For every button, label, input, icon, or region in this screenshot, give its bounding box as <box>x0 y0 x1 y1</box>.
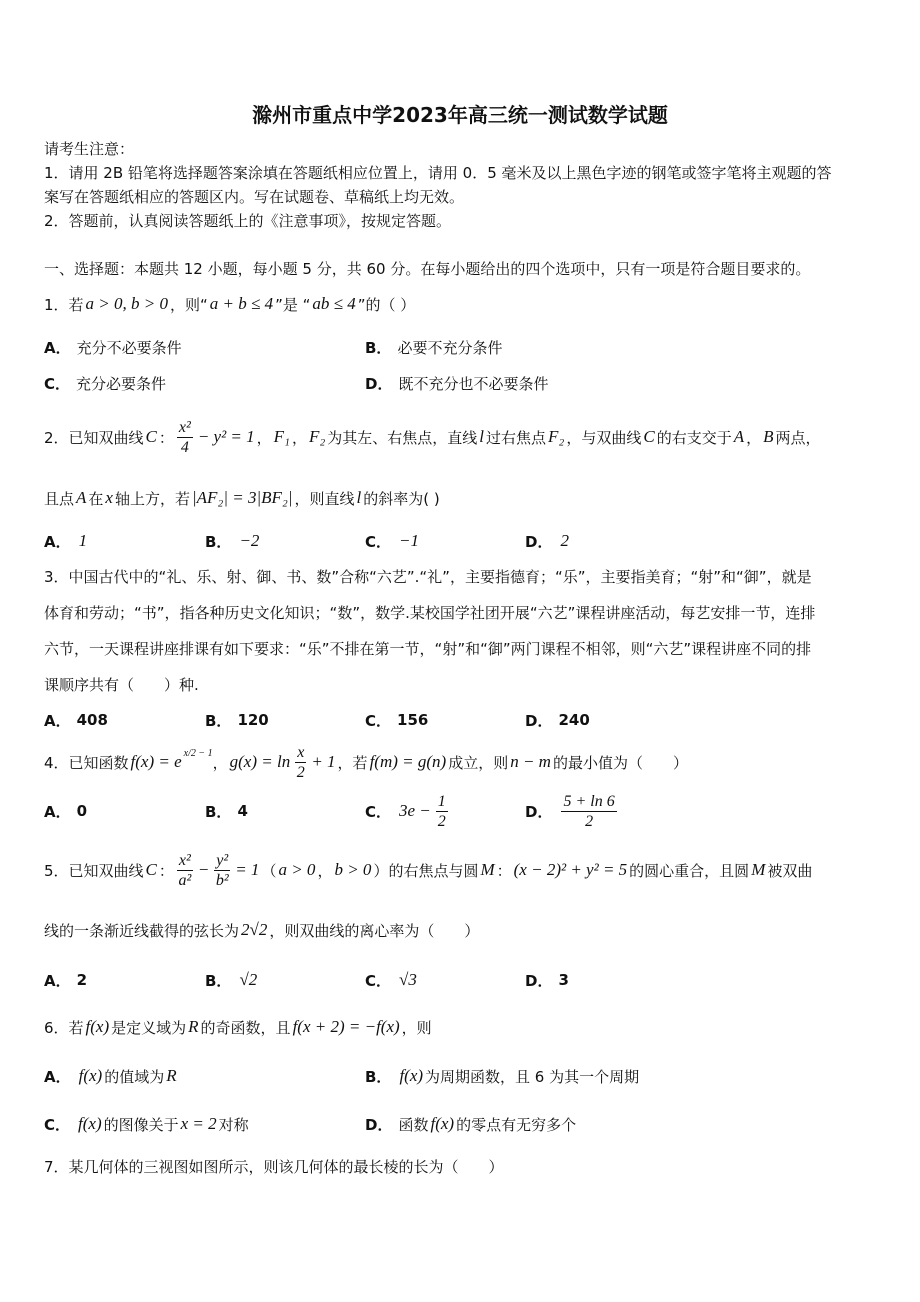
text-segment: ， <box>212 753 228 772</box>
math-expression: 2√2 <box>241 920 268 939</box>
text-segment: 被双曲 <box>767 861 813 880</box>
text-segment: 过右焦点 <box>486 428 547 447</box>
option-label: B． <box>205 711 232 730</box>
option-label: B． <box>205 971 232 990</box>
question-1-option-d <box>365 368 548 398</box>
text-segment: 为其左、右焦点，直线 <box>327 428 478 447</box>
answer-value: 408 <box>76 711 108 729</box>
question-5-option-c <box>365 965 419 995</box>
option-label: A． <box>44 971 71 990</box>
text-segment: 对称 <box>218 1115 249 1134</box>
question-4-option-b <box>205 796 248 826</box>
option-label: B． <box>205 802 232 821</box>
option-label: C． <box>365 802 392 821</box>
question-2-line <box>44 483 440 513</box>
math-expression: − y² = 1 <box>197 427 255 446</box>
math-expression: a + b ≤ 4 <box>209 294 274 313</box>
option-label: B． <box>365 338 392 357</box>
text-segment: 必要不充分条件 <box>397 338 503 357</box>
math-expression: f(x) = e <box>130 752 182 771</box>
question-6-option-c <box>44 1109 249 1139</box>
text-segment: 7．某几何体的三视图如图所示，则该几何体的最长棱的长为（ ） <box>44 1157 504 1176</box>
option-label: A． <box>44 338 71 357</box>
question-1-option-a <box>44 332 182 362</box>
math-fraction <box>436 792 448 831</box>
math-expression: 2 <box>560 531 569 550</box>
answer-value: 240 <box>558 711 590 729</box>
text-segment: 的圆心重合，且圆 <box>629 861 750 880</box>
text-segment: 的零点有无穷多个 <box>456 1115 577 1134</box>
math-expression: f(x) <box>85 1017 110 1036</box>
text-segment: 的图像关于 <box>103 1115 179 1134</box>
text-segment: ，与双曲线 <box>566 428 642 447</box>
math-fraction <box>295 743 306 782</box>
math-expression: R <box>166 1066 177 1085</box>
fraction-denominator: 2 <box>585 812 594 830</box>
notice-item <box>44 205 451 235</box>
fraction-denominator: 2 <box>437 812 446 830</box>
answer-value: 156 <box>397 711 429 729</box>
math-expression: + 1 <box>311 752 336 771</box>
text-segment: 且点 <box>44 489 75 508</box>
math-fraction <box>561 792 616 831</box>
text-segment: 轴上方，若 <box>114 489 190 508</box>
text-segment: 的斜率为( ) <box>363 489 440 508</box>
text-segment: 两点， <box>775 428 821 447</box>
option-label: D． <box>525 802 553 821</box>
question-3-line <box>44 633 811 663</box>
option-label: C． <box>44 1115 71 1134</box>
text-segment: 5．已知双曲线 <box>44 861 144 880</box>
option-label: D． <box>365 374 393 393</box>
question-5-option-a <box>44 965 87 995</box>
section-heading <box>44 253 810 283</box>
math-expression: f(m) = g(n) <box>369 752 447 771</box>
text-segment: ，若 <box>337 753 368 772</box>
option-label: A． <box>44 532 71 551</box>
question-5-line <box>44 915 479 945</box>
answer-value: 0 <box>76 802 88 820</box>
option-label: D． <box>525 711 553 730</box>
question-3-option-a <box>44 705 108 735</box>
math-expression: l <box>479 427 485 446</box>
math-expression: A <box>76 488 87 507</box>
text-segment: （ <box>261 861 277 880</box>
question-4-option-c <box>365 792 451 830</box>
fraction-numerator: y² <box>216 851 229 869</box>
text-segment: 充分必要条件 <box>76 374 167 393</box>
answer-value: 120 <box>237 711 269 729</box>
question-4-option-a <box>44 796 87 826</box>
text-segment: 为周期函数，且 6 为其一个周期 <box>425 1067 640 1086</box>
question-6-option-b <box>365 1061 639 1091</box>
text-segment: ）的右焦点与圆 <box>373 861 479 880</box>
exam-title: 滁州市重点中学2023年高三统一测试数学试题 <box>252 103 668 127</box>
math-expression: b > 0 <box>334 860 372 879</box>
math-expression: f(x) <box>78 1114 102 1133</box>
math-expression: √2 <box>239 970 258 989</box>
section-text: 一、选择题：本题共 12 小题，每小题 5 分，共 60 分。在每小题给出的四个选项中，只有一项是符合题目要求的。 <box>44 259 811 278</box>
text-segment: ， <box>256 428 272 447</box>
text-segment: ， <box>291 428 307 447</box>
question-2-option-d <box>525 526 571 556</box>
question-1-option-c <box>44 368 166 398</box>
fraction-denominator: 4 <box>180 438 189 456</box>
question-7-line <box>44 1151 504 1181</box>
text-segment: 体育和劳动；“书”，指各种历史文化知识；“数”，数学.某校国学社团开展“六艺”课程讲座活动，每艺安排一节，连排 <box>44 603 816 622</box>
notice-text: 请考生注意： <box>44 139 135 158</box>
text-segment: 的奇函数，且 <box>200 1018 291 1037</box>
option-label: D． <box>525 971 553 990</box>
fraction-numerator: x <box>297 743 305 761</box>
math-expression: f(x) <box>78 1066 103 1085</box>
question-3-line <box>44 669 199 699</box>
math-expression: F₂ <box>308 427 326 446</box>
answer-value: 2 <box>76 971 88 989</box>
text-segment: 函数 <box>398 1115 429 1134</box>
question-3-line <box>44 561 812 591</box>
math-expression: a > 0, b > 0 <box>85 294 168 313</box>
text-segment: 3．中国古代中的“礼、乐、射、御、书、数”合称“六艺”.“礼”，主要指德育；“乐”，主要指美育；“射”和“御”，就是 <box>44 567 812 586</box>
text-segment: 2．已知双曲线 <box>44 428 144 447</box>
question-4-option-d <box>525 792 620 830</box>
math-expression: C <box>643 427 655 446</box>
math-expression: F₁ <box>273 427 290 446</box>
option-label: C． <box>365 532 392 551</box>
option-label: A． <box>44 1067 71 1086</box>
math-expression: A <box>733 427 745 446</box>
question-3-option-b <box>205 705 269 735</box>
math-expression: M <box>480 860 495 879</box>
question-6-option-d <box>365 1109 576 1139</box>
math-fraction <box>177 418 193 457</box>
answer-value: 3 <box>558 971 569 989</box>
question-2-option-c <box>365 526 421 556</box>
math-expression: − <box>197 860 210 879</box>
math-expression: |AF₂| = 3|BF₂| <box>191 488 293 507</box>
text-segment: 4．已知函数 <box>44 753 129 772</box>
math-expression: M <box>751 860 766 879</box>
text-segment: ： <box>496 861 512 880</box>
text-segment: 的右支交于 <box>656 428 732 447</box>
text-segment: ，则 <box>401 1018 432 1037</box>
text-segment: 课顺序共有（ ）种. <box>44 675 199 694</box>
notice-text: 案写在答题纸相应的答题区内。写在试题卷、草稿纸上均无效。 <box>44 187 465 206</box>
math-fraction <box>214 851 230 890</box>
option-label: D． <box>525 532 553 551</box>
answer-value: 4 <box>237 802 248 820</box>
option-label: B． <box>365 1067 392 1086</box>
math-expression: ab ≤ 4 <box>312 294 356 313</box>
math-expression: −2 <box>239 531 260 550</box>
question-3-option-c <box>365 705 428 735</box>
notice-text: 1．请用 2B 铅笔将选择题答案涂填在答题纸相应位置上，请用 0．5 毫米及以上黑色字迹的钢笔或签字笔将主观题的答 <box>44 163 832 182</box>
fraction-denominator: 2 <box>296 763 305 781</box>
math-expression: B <box>763 427 774 446</box>
question-5-option-d <box>525 965 569 995</box>
math-expression: x <box>105 488 113 507</box>
option-label: B． <box>205 532 232 551</box>
math-fraction <box>177 851 193 890</box>
math-expression: (x − 2)² + y² = 5 <box>513 860 628 879</box>
text-segment: 6．若 <box>44 1018 84 1037</box>
question-5-line <box>44 851 813 889</box>
text-segment: 的值域为 <box>104 1067 165 1086</box>
math-expression: C <box>145 427 157 446</box>
text-segment: ， <box>746 428 762 447</box>
math-expression: √3 <box>399 970 417 989</box>
text-segment: 充分不必要条件 <box>76 338 182 357</box>
option-label: C． <box>365 711 392 730</box>
question-3-line <box>44 597 815 627</box>
question-2-option-a <box>44 526 89 556</box>
text-segment: 成立，则 <box>448 753 509 772</box>
question-1-option-b <box>365 332 502 362</box>
question-5-option-b <box>205 965 259 995</box>
notice-text: 2．答题前，认真阅读答题纸上的《注意事项》，按规定答题。 <box>44 211 452 230</box>
math-expression: f(x + 2) = −f(x) <box>292 1017 400 1036</box>
option-label: C． <box>365 971 392 990</box>
fraction-numerator: 1 <box>437 792 446 810</box>
text-segment: ”的（ ） <box>357 295 416 314</box>
option-label: A． <box>44 711 71 730</box>
math-expression: x = 2 <box>180 1114 217 1133</box>
math-expression: l <box>356 488 362 507</box>
math-expression: f(x) <box>399 1066 424 1085</box>
text-segment: 六节，一天课程讲座排课有如下要求：“乐”不排在第一节，“射”和“御”两门课程不相邻，则“六艺”课程讲座不同的排 <box>44 639 812 658</box>
fraction-denominator: b² <box>215 871 229 889</box>
fraction-numerator: x² <box>178 851 191 869</box>
math-expression: g(x) = ln <box>229 752 291 771</box>
text-segment: 在 <box>88 489 104 508</box>
text-segment: ”是 “ <box>275 295 311 314</box>
text-segment: ，则直线 <box>294 489 355 508</box>
option-label: C． <box>44 374 71 393</box>
text-segment: ： <box>158 428 174 447</box>
question-6-option-a <box>44 1061 179 1091</box>
text-segment: ，则双曲线的离心率为（ ） <box>269 921 480 940</box>
math-expression: F₂ <box>548 427 565 446</box>
text-segment: 1．若 <box>44 295 84 314</box>
math-expression: a > 0 <box>278 860 316 879</box>
math-expression: f(x) <box>430 1114 455 1133</box>
fraction-numerator: 5 + ln 6 <box>563 792 615 810</box>
question-2-option-b <box>205 526 261 556</box>
question-2-line <box>44 418 821 456</box>
text-segment: 的最小值为（ ） <box>552 753 688 772</box>
option-label: D． <box>365 1115 393 1134</box>
question-1-line <box>44 289 415 319</box>
fraction-denominator: a² <box>178 871 192 889</box>
math-expression: −1 <box>399 531 419 550</box>
question-3-option-d <box>525 705 590 735</box>
option-label: A． <box>44 802 71 821</box>
math-expression: = 1 <box>235 860 260 879</box>
question-6-line <box>44 1012 432 1042</box>
math-expression: n − m <box>510 752 551 771</box>
text-segment: 既不充分也不必要条件 <box>398 374 549 393</box>
text-segment: 是定义域为 <box>111 1018 187 1037</box>
text-segment: 线的一条渐近线截得的弦长为 <box>44 921 240 940</box>
text-segment: ， <box>317 861 333 880</box>
fraction-numerator: x² <box>178 418 191 436</box>
question-4-line <box>44 743 688 781</box>
math-exponent: x/2 − 1 <box>183 747 213 759</box>
math-expression: 3e − <box>399 801 431 820</box>
math-expression: C <box>145 860 157 879</box>
math-expression: R <box>188 1017 199 1036</box>
text-segment: ，则“ <box>170 295 208 314</box>
text-segment: ： <box>158 861 174 880</box>
math-expression: 1 <box>78 531 88 550</box>
